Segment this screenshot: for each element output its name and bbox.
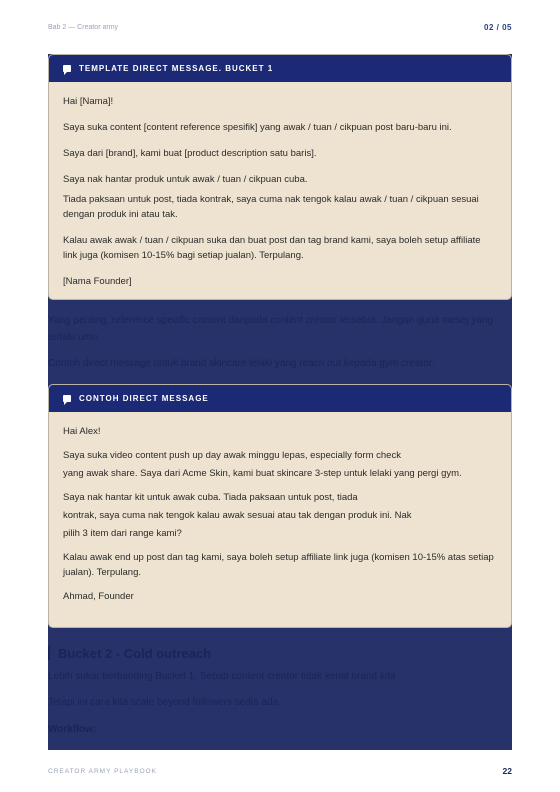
chapter-page-indicator: 02 / 05 xyxy=(484,22,512,32)
page-number: 22 xyxy=(502,766,512,776)
page-header xyxy=(48,20,512,34)
dm-line: Hai [Nama]! xyxy=(63,96,114,107)
chapter-label: Bab 2 — Creator army xyxy=(48,23,119,31)
dm-line: kontrak, saya cuma nak tengok kalau awak sesuai atau tak dengan produk ini. Nak xyxy=(63,510,412,521)
chat-bubble-icon xyxy=(63,395,71,402)
dm-line: Saya suka content [content reference spesifik] yang awak / tuan / cikpuan post baru-baru ini. xyxy=(63,122,452,133)
dm-line: Tiada paksaan untuk post, tiada kontrak, saya cuma nak tengok kalau awak / tuan / cikpuan sesuai dengan produk ini atau tak. xyxy=(63,194,479,220)
section-title: Bucket 2 - Cold outreach xyxy=(58,645,212,661)
card-title: CONTOH DIRECT MESSAGE xyxy=(79,394,209,403)
dm-line: Saya nak hantar produk untuk awak / tuan / cikpuan cuba. xyxy=(63,174,308,185)
dm-line: Saya nak hantar kit untuk awak cuba. Tiada paksaan untuk post, tiada xyxy=(63,492,358,503)
dm-line: Saya suka video content push up day awak minggu lepas, especially form check xyxy=(63,450,401,461)
card-title: TEMPLATE DIRECT MESSAGE. BUCKET 1 xyxy=(79,64,274,73)
body-paragraph: Tetapi ini cara kita scale beyond followers sedia ada. xyxy=(48,697,281,708)
card-header xyxy=(49,55,511,82)
dm-line: pilih 3 item dari range kami? xyxy=(63,528,182,539)
page-footer xyxy=(48,764,512,778)
body-paragraph: Lebih sukar berbanding Bucket 1. Sebab content creator tidak kenal brand kita xyxy=(48,671,396,682)
body-paragraph: Contoh direct message untuk brand skincare lelaki yang reach out kepada gym creator: xyxy=(48,358,435,369)
dm-line: Kalau awak end up post dan tag kami, saya boleh setup affiliate link juga (komisen 10-15% atas setiap jualan). Terpulang. xyxy=(63,552,494,578)
workflow-label: Workflow: xyxy=(48,724,97,735)
dm-line: Ahmad, Founder xyxy=(63,591,134,602)
template-dm-card xyxy=(48,54,512,300)
dm-line: [Nama Founder] xyxy=(63,276,132,287)
heading-accent-bar xyxy=(48,646,50,660)
content-area xyxy=(48,54,512,750)
chat-bubble-icon xyxy=(63,65,71,72)
footer-brand: CREATOR ARMY PLAYBOOK xyxy=(48,767,158,775)
body-paragraph: Yang penting, reference specific content daripada content creator tersebut. Jangan guna mesej yang terlalu umu. xyxy=(48,315,494,343)
card-body xyxy=(49,412,511,604)
card-header xyxy=(49,385,511,412)
example-dm-card xyxy=(48,384,512,628)
card-body xyxy=(49,82,511,289)
dm-line: Kalau awak awak / tuan / cikpuan suka dan buat post dan tag brand kami, saya boleh setup affiliate link juga (komisen 10-15% bagi setiap jualan). Terpulang. xyxy=(63,235,481,261)
dm-line: Hai Alex! xyxy=(63,426,101,437)
section-heading xyxy=(48,644,211,662)
dm-line: yang awak share. Saya dari Acme Skin, kami buat skincare 3-step untuk lelaki yang pergi gym. xyxy=(63,468,462,479)
dm-line: Saya dari [brand], kami buat [product description satu baris]. xyxy=(63,148,317,159)
